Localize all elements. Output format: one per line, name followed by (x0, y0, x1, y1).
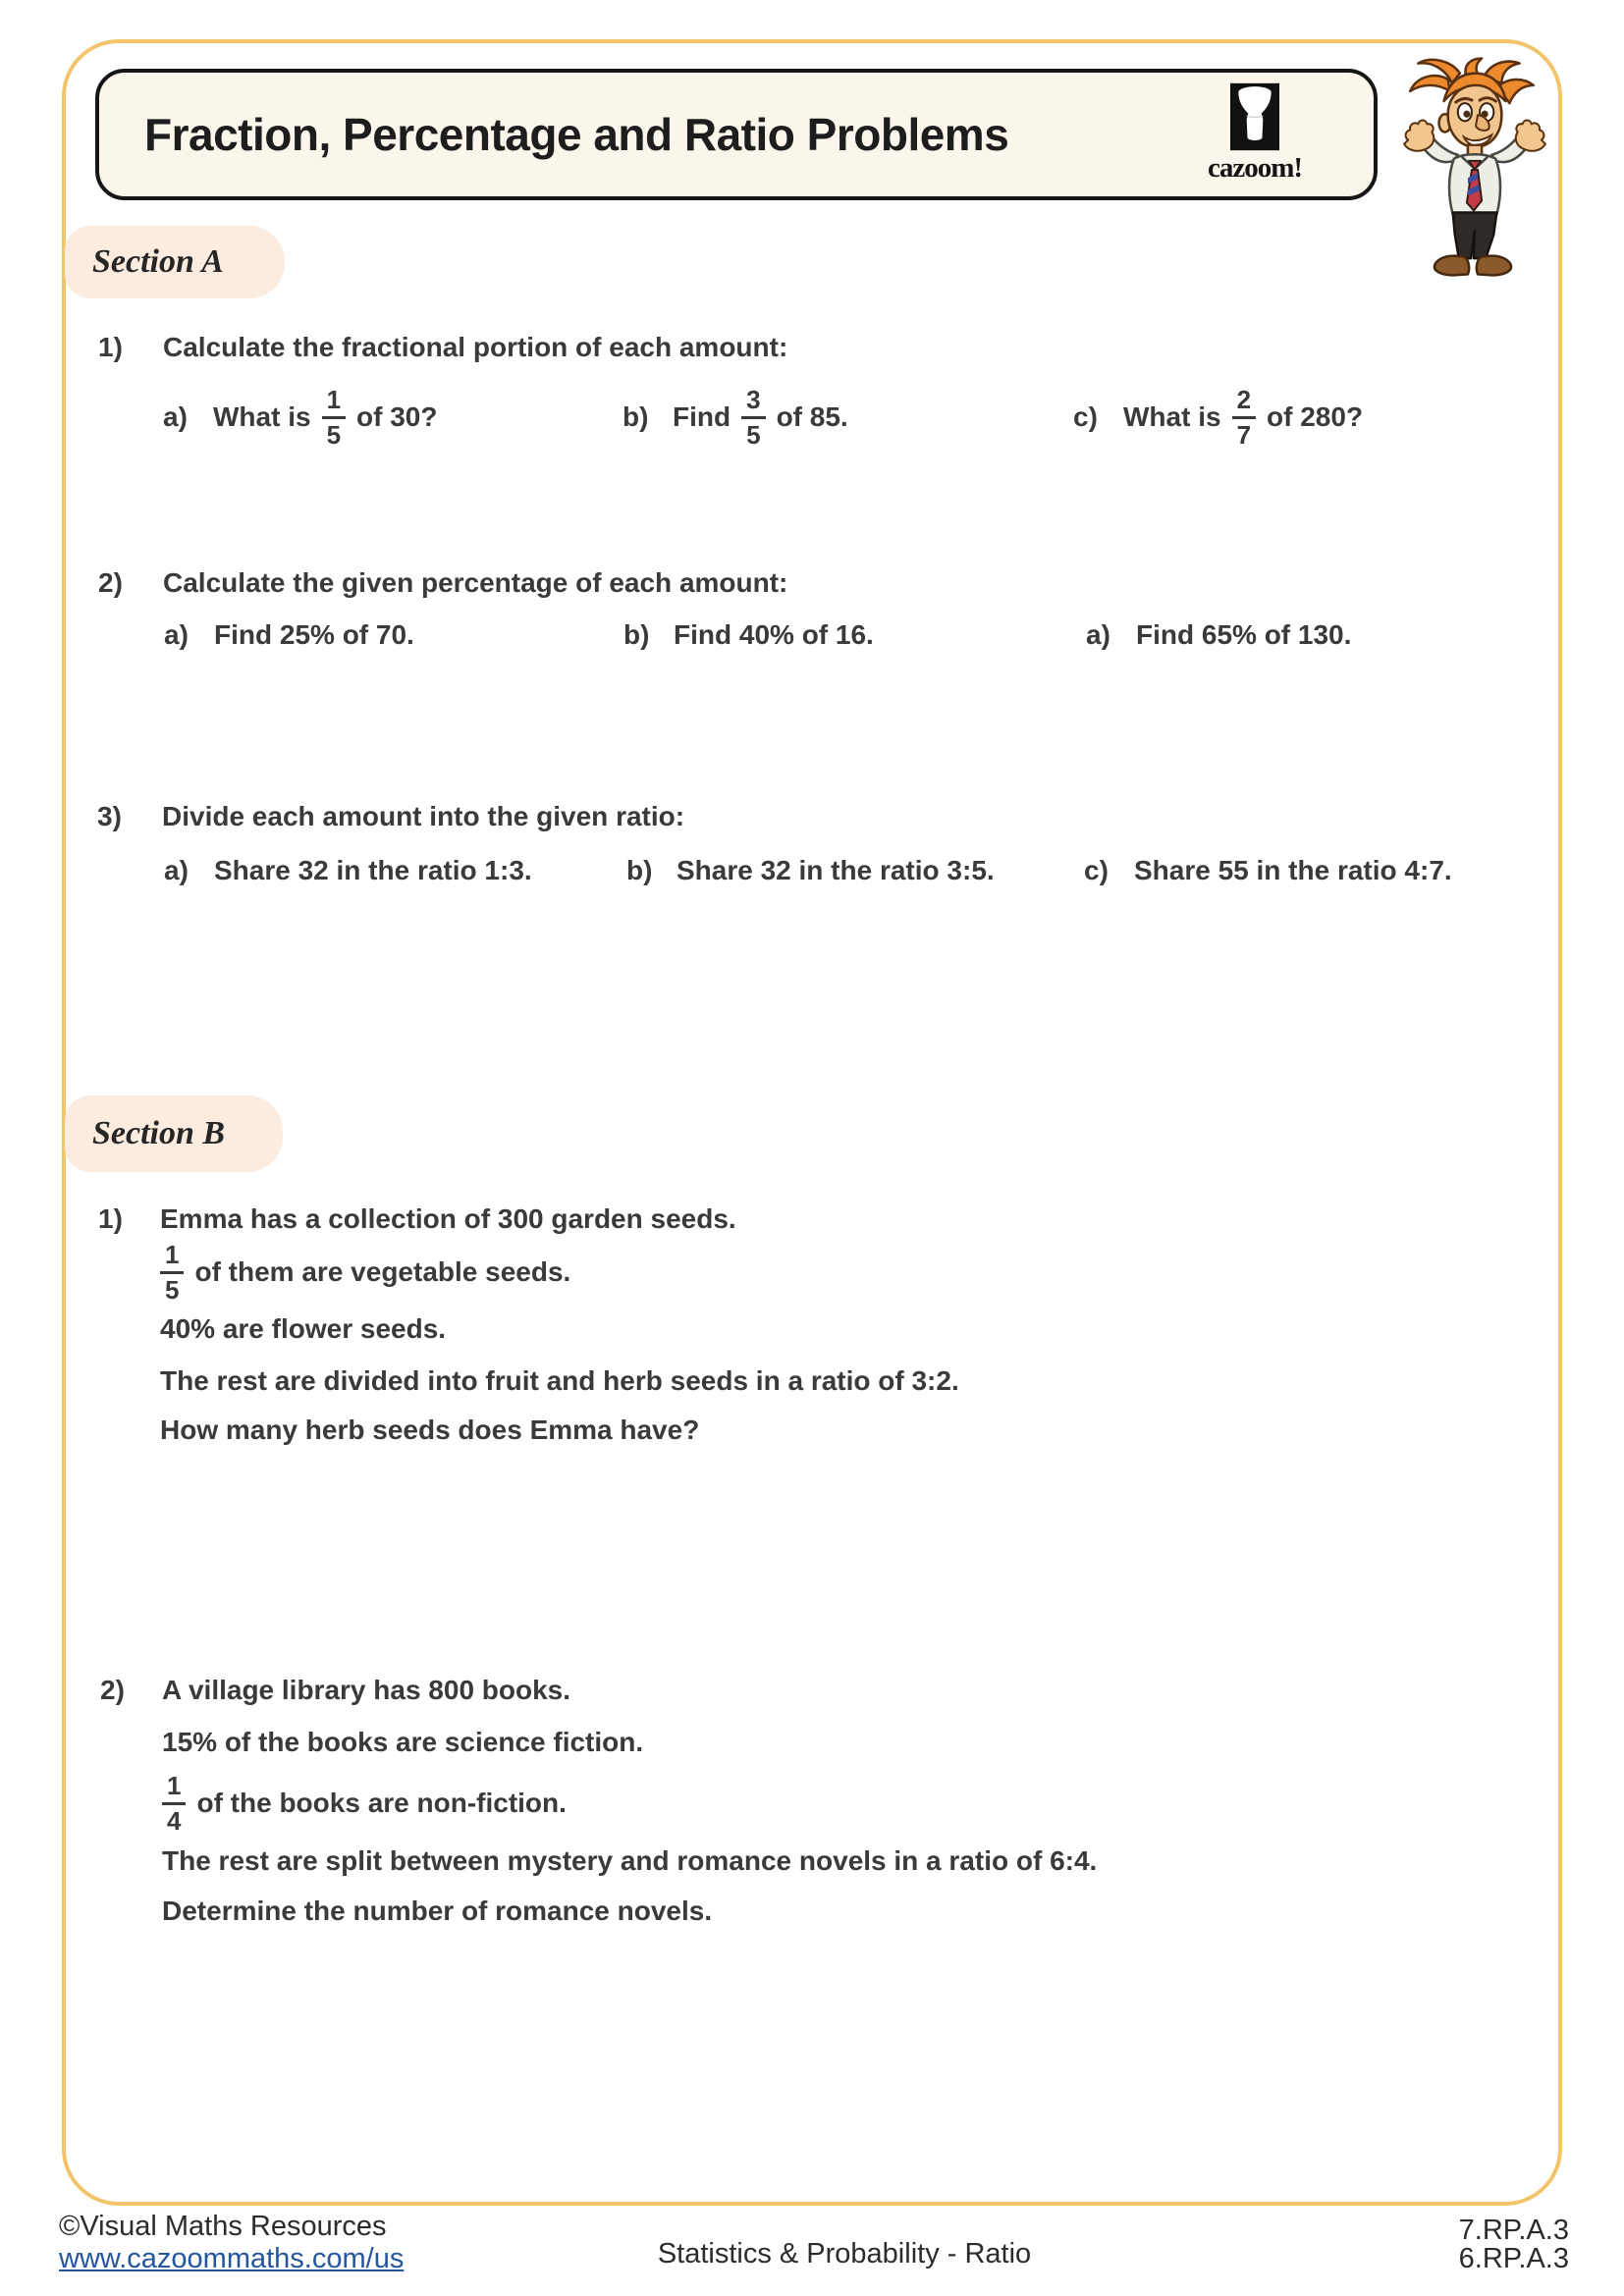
question-part-a2c (1086, 619, 1351, 651)
part-label: a) (163, 401, 188, 432)
question-b1-line2 (160, 1241, 570, 1304)
question-number: 2) (98, 567, 123, 598)
footer-copyright: ©Visual Maths Resources (59, 2211, 387, 2242)
question-part-a1b (623, 386, 848, 449)
part-text: of 280? (1267, 401, 1364, 432)
question-prompt: Calculate the given percentage of each amount: (163, 567, 788, 598)
fraction-denominator: 5 (326, 419, 342, 450)
question-number: 1) (98, 332, 123, 362)
fraction-denominator: 7 (1236, 419, 1252, 450)
question-text: A village library has 800 books. (162, 1675, 571, 1705)
question-b2-line3 (162, 1772, 567, 1835)
question-number: 1) (98, 1203, 123, 1234)
question-text: Emma has a collection of 300 garden seeds. (160, 1203, 736, 1234)
part-text: Find 25% of 70. (214, 619, 414, 650)
question-a3 (97, 801, 684, 832)
part-text: What is (1123, 401, 1221, 432)
question-b1-line5 (160, 1415, 699, 1446)
question-prompt: Divide each amount into the given ratio: (162, 801, 685, 831)
footer-topic: Statistics & Probability - Ratio (657, 2238, 1032, 2269)
fraction-numerator: 3 (741, 387, 765, 419)
question-text: of them are vegetable seeds. (194, 1256, 571, 1287)
question-part-a3b (626, 855, 995, 886)
question-a2 (98, 567, 787, 599)
section-b-label: Section B (92, 1115, 226, 1151)
question-b2-line5 (162, 1896, 712, 1927)
section-b-pill (65, 1095, 283, 1172)
question-b1-line3 (160, 1313, 446, 1345)
question-b2-line1 (100, 1675, 570, 1706)
part-label: b) (626, 855, 653, 885)
fraction-denominator: 5 (746, 419, 761, 450)
fraction (741, 384, 765, 450)
question-text: The rest are split between mystery and romance novels in a ratio of 6:4. (162, 1845, 1098, 1876)
part-text: of 85. (776, 401, 848, 432)
cazoom-logo (1191, 82, 1319, 185)
part-text: Share 55 in the ratio 4:7. (1134, 855, 1452, 885)
question-text: Determine the number of romance novels. (162, 1896, 713, 1926)
question-b2-line2 (162, 1727, 643, 1758)
question-a1 (98, 332, 787, 363)
fraction-numerator: 1 (162, 1773, 186, 1805)
part-text: Find 65% of 130. (1136, 619, 1352, 650)
djembe-drum-icon (1191, 82, 1319, 151)
standard-code-2: 6.RP.A.3 (1458, 2243, 1569, 2274)
page-border-frame (62, 39, 1562, 2206)
part-text: of 30? (356, 401, 438, 432)
part-text: Share 32 in the ratio 1:3. (214, 855, 532, 885)
part-text: What is (213, 401, 311, 432)
question-part-a2b (623, 619, 874, 651)
part-label: c) (1084, 855, 1109, 885)
part-text: Find (673, 401, 731, 432)
question-part-a1c (1073, 386, 1363, 449)
question-text: 40% are flower seeds. (160, 1313, 447, 1344)
fraction-denominator: 5 (165, 1274, 180, 1305)
question-b1-line1 (98, 1203, 736, 1235)
question-part-a2a (164, 619, 414, 651)
standard-code-1: 7.RP.A.3 (1458, 2215, 1569, 2246)
part-label: b) (623, 401, 649, 432)
part-label: a) (164, 855, 189, 885)
question-prompt: Calculate the fractional portion of each amount: (163, 332, 788, 362)
part-text: Share 32 in the ratio 3:5. (677, 855, 995, 885)
question-text: The rest are divided into fruit and herb seeds in a ratio of 3:2. (160, 1365, 959, 1396)
fraction-numerator: 2 (1232, 387, 1256, 419)
page-title: Fraction, Percentage and Ratio Problems (144, 109, 1009, 160)
brand-text: cazoom! (1207, 152, 1303, 184)
footer-standards (1459, 2216, 1569, 2273)
fraction-numerator: 1 (322, 387, 346, 419)
fraction (322, 384, 346, 450)
part-label: b) (623, 619, 650, 650)
question-number: 3) (97, 801, 122, 831)
part-text: Find 40% of 16. (674, 619, 874, 650)
question-b1-line4 (160, 1365, 959, 1397)
question-text: of the books are non-fiction. (196, 1788, 567, 1818)
question-part-a3a (164, 855, 532, 886)
section-a-pill (65, 226, 285, 298)
header-box (95, 69, 1378, 200)
mascot-character-illustration (1398, 57, 1547, 287)
fraction (160, 1239, 184, 1305)
question-number: 2) (100, 1675, 125, 1705)
question-part-a3c (1084, 855, 1452, 886)
question-b2-line4 (162, 1845, 1097, 1877)
fraction-denominator: 4 (167, 1805, 182, 1836)
fraction (162, 1770, 186, 1836)
section-a-label: Section A (92, 243, 224, 280)
part-label: a) (1086, 619, 1110, 650)
part-label: a) (164, 619, 189, 650)
footer-website-link[interactable]: www.cazoommaths.com/us (59, 2243, 405, 2274)
fraction-numerator: 1 (160, 1242, 184, 1274)
question-text: How many herb seeds does Emma have? (160, 1415, 700, 1445)
question-text: 15% of the books are science fiction. (162, 1727, 644, 1757)
part-label: c) (1073, 401, 1098, 432)
question-part-a1a (163, 386, 438, 449)
fraction (1232, 384, 1256, 450)
